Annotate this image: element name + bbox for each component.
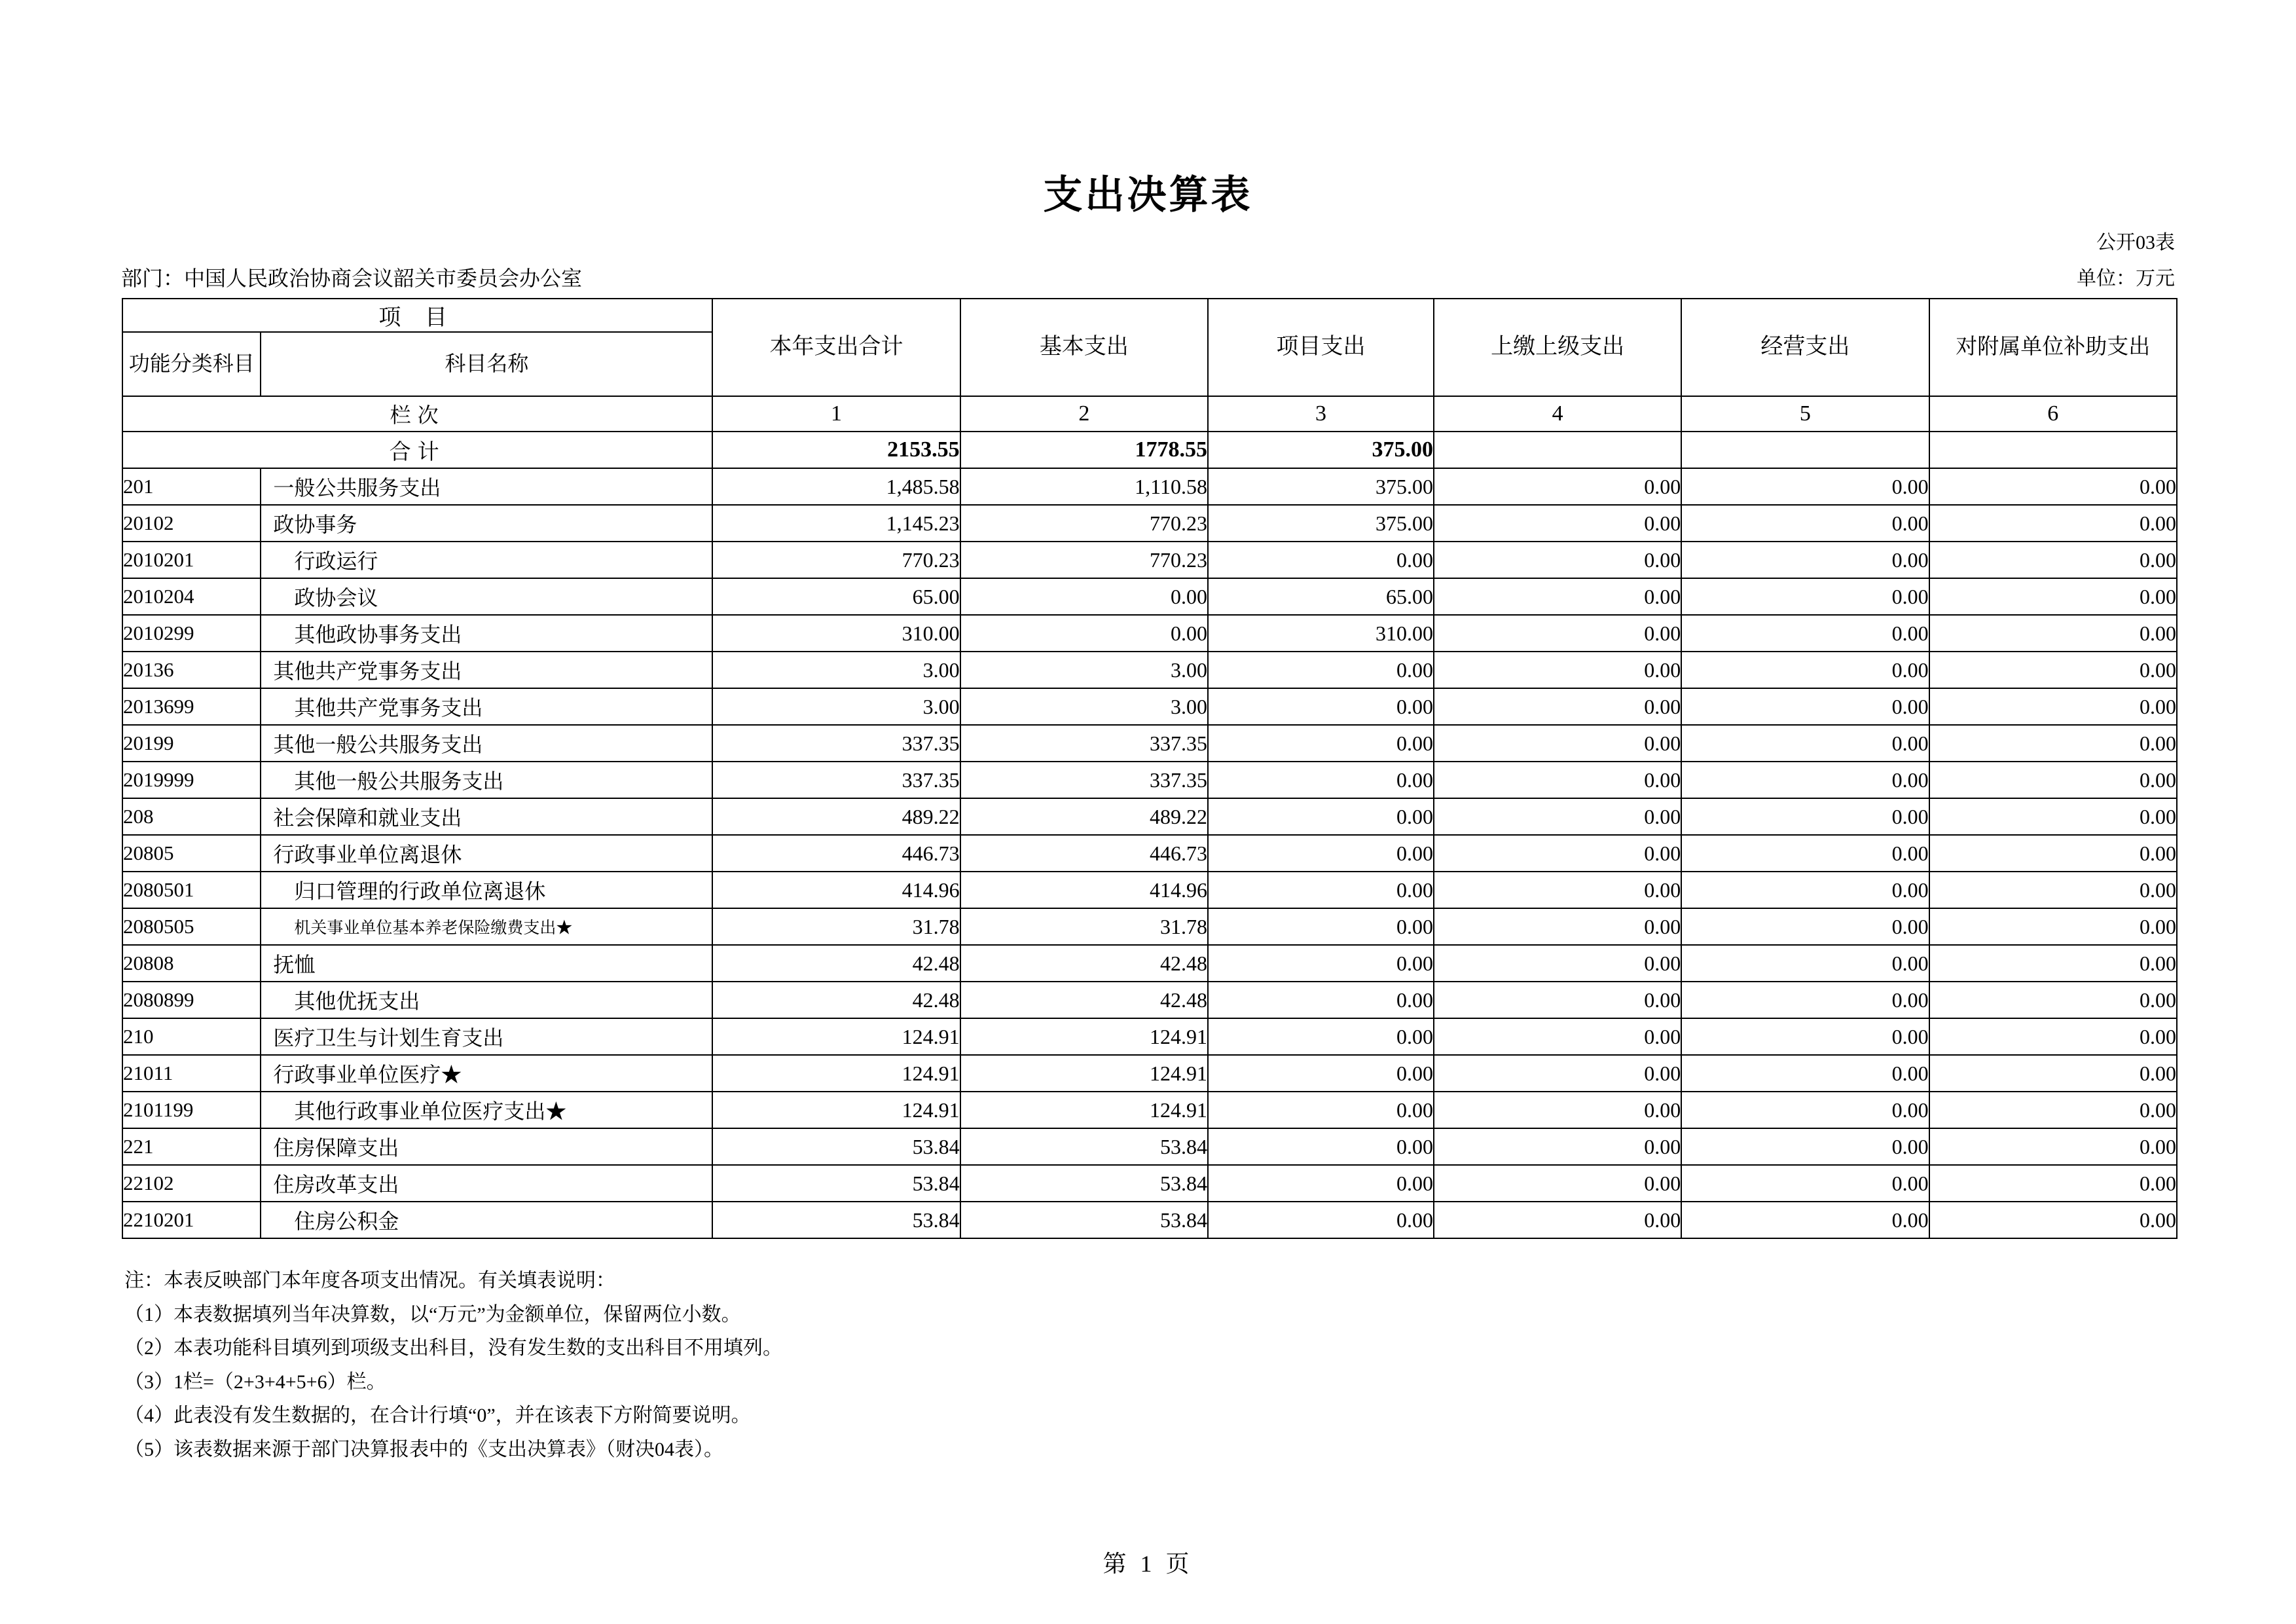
row-value-col-2: 414.96 — [960, 872, 1208, 908]
index-3: 3 — [1208, 396, 1434, 432]
row-subject-name: 机关事业单位基本养老保险缴费支出★ — [261, 908, 712, 945]
row-function-code: 21011 — [122, 1055, 261, 1092]
row-value-col-2: 42.48 — [960, 982, 1208, 1018]
table-row — [122, 872, 2177, 908]
total-col-1: 2153.55 — [712, 432, 960, 468]
header-basic: 基本支出 — [960, 299, 1208, 396]
row-value-col-3: 0.00 — [1208, 542, 1434, 578]
row-value-col-4: 0.00 — [1434, 798, 1681, 835]
header-project: 项目支出 — [1208, 299, 1434, 396]
row-function-code: 2013699 — [122, 688, 261, 725]
row-subject-name: 其他共产党事务支出 — [261, 688, 712, 725]
row-function-code: 2010201 — [122, 542, 261, 578]
page-title: 支出决算表 — [1043, 174, 1253, 217]
row-value-col-5: 0.00 — [1681, 725, 1929, 762]
header-func-code: 功能分类科目 — [122, 332, 261, 396]
row-value-col-6: 0.00 — [1929, 542, 2177, 578]
row-value-col-3: 0.00 — [1208, 1092, 1434, 1128]
row-value-col-2: 0.00 — [960, 578, 1208, 615]
row-value-col-5: 0.00 — [1681, 908, 1929, 945]
table-row — [122, 688, 2177, 725]
table-row — [122, 762, 2177, 798]
row-value-col-6: 0.00 — [1929, 578, 2177, 615]
note-line: （3）1栏=（2+3+4+5+6）栏。 — [124, 1371, 386, 1393]
note-line: （5）该表数据来源于部门决算报表中的《支出决算表》（财决04表）。 — [124, 1438, 723, 1460]
table-row — [122, 1055, 2177, 1092]
table-row — [122, 578, 2177, 615]
row-value-col-6: 0.00 — [1929, 505, 2177, 542]
row-value-col-4: 0.00 — [1434, 1092, 1681, 1128]
table-row — [122, 835, 2177, 872]
row-subject-name: 归口管理的行政单位离退休 — [261, 872, 712, 908]
row-value-col-1: 1,485.58 — [712, 468, 960, 505]
row-value-col-2: 42.48 — [960, 945, 1208, 982]
row-subject-name: 社会保障和就业支出 — [261, 798, 712, 835]
row-value-col-5: 0.00 — [1681, 578, 1929, 615]
index-1: 1 — [712, 396, 960, 432]
row-subject-name: 其他一般公共服务支出 — [261, 725, 712, 762]
row-value-col-6: 0.00 — [1929, 468, 2177, 505]
row-value-col-6: 0.00 — [1929, 798, 2177, 835]
row-value-col-3: 375.00 — [1208, 505, 1434, 542]
row-value-col-5: 0.00 — [1681, 1165, 1929, 1202]
row-value-col-2: 0.00 — [960, 615, 1208, 652]
total-col-3: 375.00 — [1208, 432, 1434, 468]
table-row — [122, 468, 2177, 505]
form-code-label: 公开03表 — [2096, 232, 2175, 253]
table-row — [122, 908, 2177, 945]
notes-block — [124, 1264, 782, 1467]
row-value-col-4: 0.00 — [1434, 762, 1681, 798]
table-row — [122, 1018, 2177, 1055]
total-col-6 — [1929, 432, 2177, 468]
row-value-col-6: 0.00 — [1929, 945, 2177, 982]
row-value-col-1: 65.00 — [712, 578, 960, 615]
row-function-code: 201 — [122, 468, 261, 505]
row-value-col-1: 53.84 — [712, 1128, 960, 1165]
row-function-code: 2010299 — [122, 615, 261, 652]
row-value-col-4: 0.00 — [1434, 872, 1681, 908]
expenditure-table — [122, 298, 2178, 1239]
table-total-row — [122, 432, 2177, 468]
table-row — [122, 1202, 2177, 1238]
table-body — [122, 468, 2177, 1238]
row-value-col-5: 0.00 — [1681, 1202, 1929, 1238]
index-2: 2 — [960, 396, 1208, 432]
row-function-code: 2080501 — [122, 872, 261, 908]
row-subject-name: 抚恤 — [261, 945, 712, 982]
row-value-col-5: 0.00 — [1681, 1055, 1929, 1092]
table-row — [122, 1165, 2177, 1202]
row-subject-name: 其他政协事务支出 — [261, 615, 712, 652]
row-value-col-1: 446.73 — [712, 835, 960, 872]
total-col-2: 1778.55 — [960, 432, 1208, 468]
row-value-col-4: 0.00 — [1434, 468, 1681, 505]
row-value-col-4: 0.00 — [1434, 945, 1681, 982]
row-value-col-6: 0.00 — [1929, 1092, 2177, 1128]
row-value-col-6: 0.00 — [1929, 1055, 2177, 1092]
row-value-col-1: 42.48 — [712, 982, 960, 1018]
row-value-col-3: 0.00 — [1208, 725, 1434, 762]
row-value-col-5: 0.00 — [1681, 762, 1929, 798]
note-line: （1）本表数据填列当年决算数，以“万元”为金额单位，保留两位小数。 — [124, 1303, 741, 1325]
row-value-col-6: 0.00 — [1929, 688, 2177, 725]
row-subject-name: 行政事业单位离退休 — [261, 835, 712, 872]
row-value-col-4: 0.00 — [1434, 578, 1681, 615]
row-value-col-4: 0.00 — [1434, 652, 1681, 688]
row-value-col-5: 0.00 — [1681, 945, 1929, 982]
row-value-col-3: 0.00 — [1208, 652, 1434, 688]
row-function-code: 2101199 — [122, 1092, 261, 1128]
row-function-code: 221 — [122, 1128, 261, 1165]
row-value-col-1: 124.91 — [712, 1092, 960, 1128]
row-value-col-6: 0.00 — [1929, 652, 2177, 688]
row-value-col-5: 0.00 — [1681, 872, 1929, 908]
row-value-col-2: 53.84 — [960, 1165, 1208, 1202]
row-value-col-5: 0.00 — [1681, 1092, 1929, 1128]
currency-unit-label: 单位：万元 — [2077, 268, 2175, 289]
row-value-col-5: 0.00 — [1681, 615, 1929, 652]
row-subject-name: 住房公积金 — [261, 1202, 712, 1238]
row-value-col-1: 124.91 — [712, 1018, 960, 1055]
row-value-col-5: 0.00 — [1681, 542, 1929, 578]
index-5: 5 — [1681, 396, 1929, 432]
table-row — [122, 1128, 2177, 1165]
row-value-col-3: 0.00 — [1208, 1165, 1434, 1202]
row-value-col-3: 375.00 — [1208, 468, 1434, 505]
row-subject-name: 政协事务 — [261, 505, 712, 542]
row-value-col-4: 0.00 — [1434, 982, 1681, 1018]
note-line: 注：本表反映部门本年度各项支出情况。有关填表说明： — [124, 1270, 615, 1291]
row-value-col-5: 0.00 — [1681, 1128, 1929, 1165]
row-subject-name: 住房改革支出 — [261, 1165, 712, 1202]
row-value-col-2: 3.00 — [960, 688, 1208, 725]
row-value-col-3: 0.00 — [1208, 908, 1434, 945]
total-label: 合计 — [122, 432, 712, 468]
table-row — [122, 725, 2177, 762]
row-value-col-5: 0.00 — [1681, 652, 1929, 688]
row-value-col-4: 0.00 — [1434, 1055, 1681, 1092]
row-value-col-3: 0.00 — [1208, 872, 1434, 908]
row-function-code: 2019999 — [122, 762, 261, 798]
header-subsidy: 对附属单位补助支出 — [1929, 299, 2177, 396]
row-subject-name: 住房保障支出 — [261, 1128, 712, 1165]
note-line: （4）此表没有发生数据的，在合计行填“0”，并在该表下方附简要说明。 — [124, 1405, 751, 1427]
row-value-col-2: 3.00 — [960, 652, 1208, 688]
row-value-col-4: 0.00 — [1434, 688, 1681, 725]
row-value-col-3: 65.00 — [1208, 578, 1434, 615]
row-value-col-1: 337.35 — [712, 725, 960, 762]
row-value-col-6: 0.00 — [1929, 872, 2177, 908]
row-value-col-2: 31.78 — [960, 908, 1208, 945]
row-subject-name: 一般公共服务支出 — [261, 468, 712, 505]
row-subject-name: 政协会议 — [261, 578, 712, 615]
row-value-col-6: 0.00 — [1929, 615, 2177, 652]
row-subject-name: 其他行政事业单位医疗支出★ — [261, 1092, 712, 1128]
total-col-5 — [1681, 432, 1929, 468]
row-subject-name: 其他共产党事务支出 — [261, 652, 712, 688]
row-value-col-2: 489.22 — [960, 798, 1208, 835]
table-row — [122, 652, 2177, 688]
table-row — [122, 615, 2177, 652]
row-value-col-6: 0.00 — [1929, 908, 2177, 945]
row-subject-name: 其他一般公共服务支出 — [261, 762, 712, 798]
table-header-row-1 — [122, 299, 2177, 332]
table-row — [122, 982, 2177, 1018]
header-operating: 经营支出 — [1681, 299, 1929, 396]
department-label: 部门：中国人民政治协商会议韶关市委员会办公室 — [121, 267, 583, 290]
row-function-code: 20199 — [122, 725, 261, 762]
row-value-col-4: 0.00 — [1434, 725, 1681, 762]
row-value-col-1: 42.48 — [712, 945, 960, 982]
row-value-col-6: 0.00 — [1929, 1128, 2177, 1165]
row-value-col-3: 0.00 — [1208, 1018, 1434, 1055]
row-value-col-2: 53.84 — [960, 1128, 1208, 1165]
table-row — [122, 542, 2177, 578]
row-function-code: 2080505 — [122, 908, 261, 945]
table-row — [122, 945, 2177, 982]
row-value-col-1: 414.96 — [712, 872, 960, 908]
row-subject-name: 医疗卫生与计划生育支出 — [261, 1018, 712, 1055]
index-6: 6 — [1929, 396, 2177, 432]
row-value-col-1: 31.78 — [712, 908, 960, 945]
header-subject-name: 科目名称 — [261, 332, 712, 396]
row-value-col-6: 0.00 — [1929, 835, 2177, 872]
row-index-label: 栏次 — [122, 396, 712, 432]
row-value-col-2: 770.23 — [960, 505, 1208, 542]
row-value-col-4: 0.00 — [1434, 1128, 1681, 1165]
row-value-col-1: 337.35 — [712, 762, 960, 798]
header-total: 本年支出合计 — [712, 299, 960, 396]
row-function-code: 20808 — [122, 945, 261, 982]
row-value-col-3: 0.00 — [1208, 982, 1434, 1018]
row-function-code: 2210201 — [122, 1202, 261, 1238]
row-value-col-2: 337.35 — [960, 762, 1208, 798]
row-value-col-3: 0.00 — [1208, 945, 1434, 982]
row-value-col-3: 0.00 — [1208, 835, 1434, 872]
row-value-col-3: 0.00 — [1208, 1055, 1434, 1092]
row-value-col-5: 0.00 — [1681, 505, 1929, 542]
row-value-col-3: 310.00 — [1208, 615, 1434, 652]
row-value-col-1: 124.91 — [712, 1055, 960, 1092]
row-subject-name: 行政事业单位医疗★ — [261, 1055, 712, 1092]
row-function-code: 22102 — [122, 1165, 261, 1202]
row-value-col-1: 489.22 — [712, 798, 960, 835]
table-index-row — [122, 396, 2177, 432]
row-value-col-4: 0.00 — [1434, 615, 1681, 652]
row-value-col-4: 0.00 — [1434, 1202, 1681, 1238]
row-value-col-3: 0.00 — [1208, 798, 1434, 835]
row-value-col-1: 53.84 — [712, 1165, 960, 1202]
row-value-col-2: 124.91 — [960, 1055, 1208, 1092]
row-function-code: 210 — [122, 1018, 261, 1055]
row-value-col-6: 0.00 — [1929, 762, 2177, 798]
row-function-code: 2080899 — [122, 982, 261, 1018]
row-value-col-4: 0.00 — [1434, 908, 1681, 945]
row-value-col-5: 0.00 — [1681, 1018, 1929, 1055]
page-number: 第 1 页 — [1102, 1551, 1194, 1577]
row-function-code: 208 — [122, 798, 261, 835]
table-row — [122, 1092, 2177, 1128]
row-value-col-2: 1,110.58 — [960, 468, 1208, 505]
row-value-col-4: 0.00 — [1434, 1165, 1681, 1202]
row-value-col-5: 0.00 — [1681, 798, 1929, 835]
row-value-col-2: 53.84 — [960, 1202, 1208, 1238]
row-value-col-5: 0.00 — [1681, 688, 1929, 725]
row-value-col-6: 0.00 — [1929, 1202, 2177, 1238]
row-function-code: 20102 — [122, 505, 261, 542]
row-value-col-3: 0.00 — [1208, 688, 1434, 725]
row-value-col-1: 770.23 — [712, 542, 960, 578]
row-value-col-1: 1,145.23 — [712, 505, 960, 542]
row-value-col-5: 0.00 — [1681, 468, 1929, 505]
row-value-col-6: 0.00 — [1929, 982, 2177, 1018]
row-value-col-6: 0.00 — [1929, 725, 2177, 762]
total-col-4 — [1434, 432, 1681, 468]
row-value-col-3: 0.00 — [1208, 762, 1434, 798]
row-value-col-6: 0.00 — [1929, 1018, 2177, 1055]
row-value-col-1: 310.00 — [712, 615, 960, 652]
row-value-col-2: 124.91 — [960, 1092, 1208, 1128]
row-value-col-5: 0.00 — [1681, 835, 1929, 872]
row-value-col-2: 446.73 — [960, 835, 1208, 872]
row-value-col-3: 0.00 — [1208, 1202, 1434, 1238]
row-value-col-2: 770.23 — [960, 542, 1208, 578]
note-line: （2）本表功能科目填列到项级支出科目，没有发生数的支出科目不用填列。 — [124, 1337, 782, 1359]
row-value-col-1: 3.00 — [712, 652, 960, 688]
row-value-col-4: 0.00 — [1434, 542, 1681, 578]
index-4: 4 — [1434, 396, 1681, 432]
row-value-col-3: 0.00 — [1208, 1128, 1434, 1165]
header-item-group: 项 目 — [122, 299, 712, 332]
header-upper: 上缴上级支出 — [1434, 299, 1681, 396]
row-value-col-4: 0.00 — [1434, 505, 1681, 542]
row-value-col-5: 0.00 — [1681, 982, 1929, 1018]
row-value-col-2: 124.91 — [960, 1018, 1208, 1055]
row-subject-name: 其他优抚支出 — [261, 982, 712, 1018]
table-row — [122, 798, 2177, 835]
row-function-code: 2010204 — [122, 578, 261, 615]
row-value-col-1: 53.84 — [712, 1202, 960, 1238]
table-row — [122, 505, 2177, 542]
row-value-col-4: 0.00 — [1434, 1018, 1681, 1055]
row-subject-name: 行政运行 — [261, 542, 712, 578]
row-value-col-1: 3.00 — [712, 688, 960, 725]
row-value-col-4: 0.00 — [1434, 835, 1681, 872]
row-function-code: 20136 — [122, 652, 261, 688]
row-value-col-2: 337.35 — [960, 725, 1208, 762]
row-function-code: 20805 — [122, 835, 261, 872]
row-value-col-6: 0.00 — [1929, 1165, 2177, 1202]
